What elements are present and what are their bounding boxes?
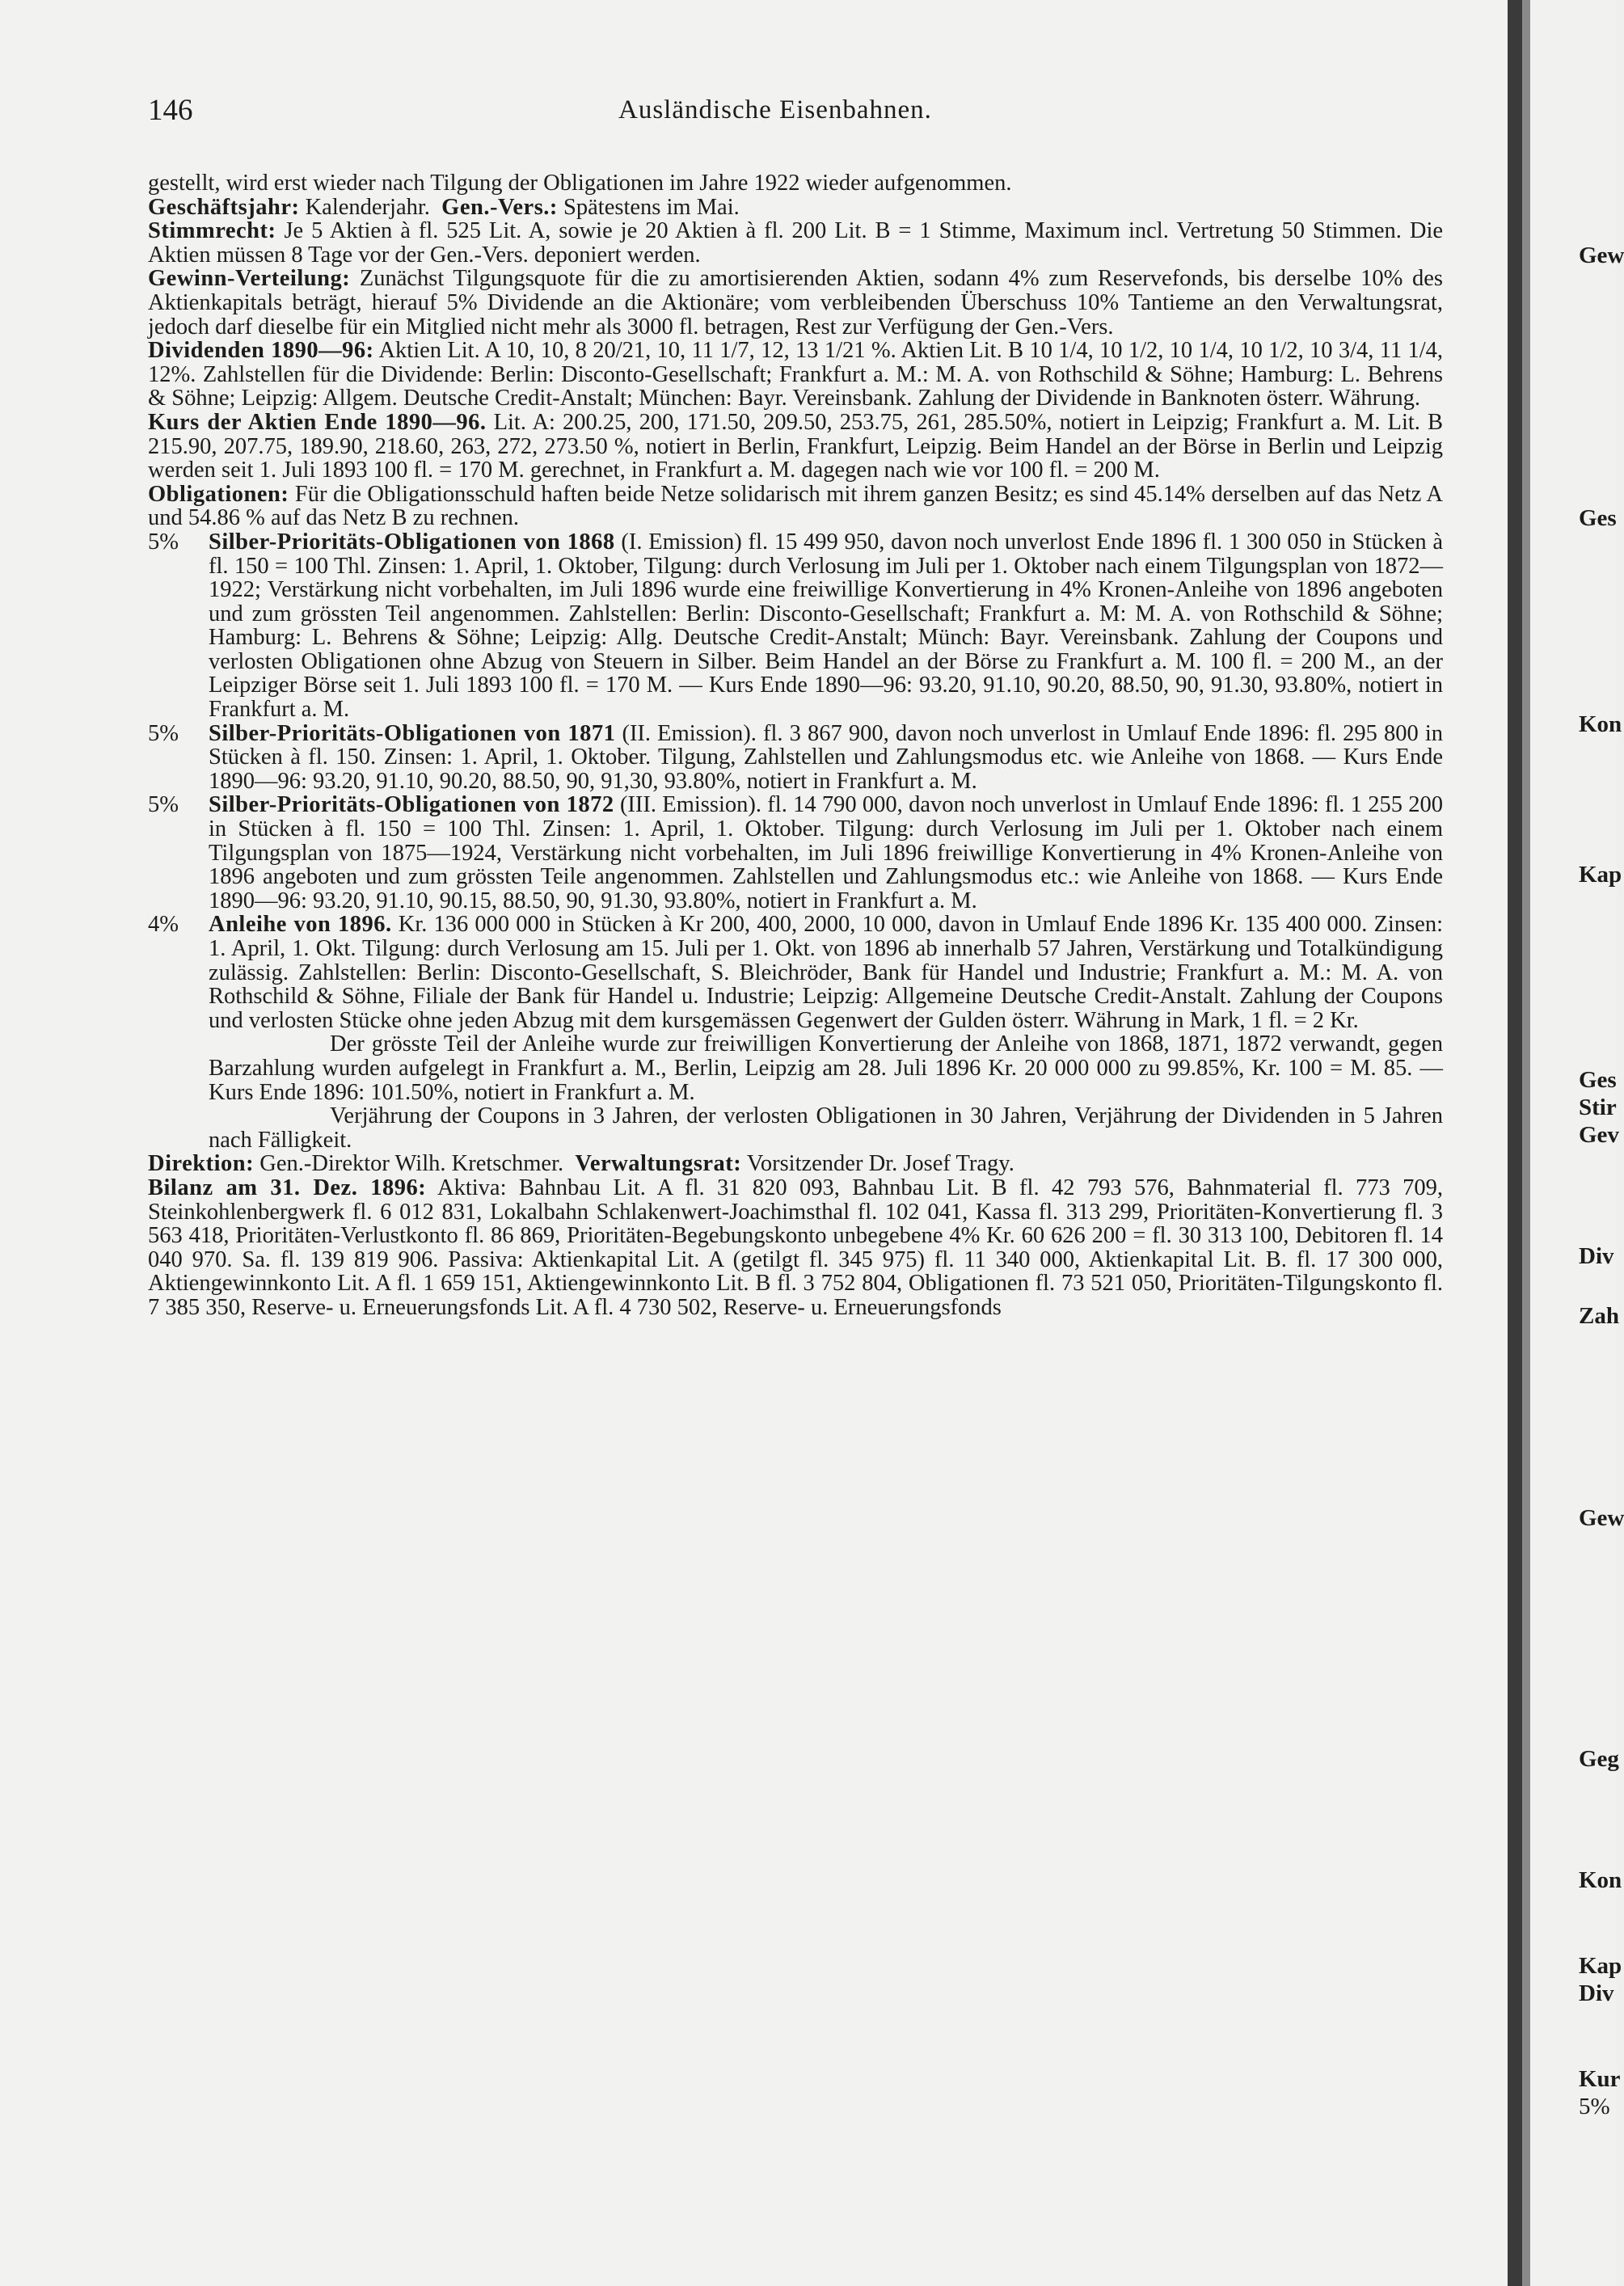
entry-text: Aktiva: Bahnbau Lit. A fl. 31 820 093, Bahnbau Lit. B fl. 42 793 576, Bahnmaterial fl. 773 709, Steinkohlenbergwerk fl. 6 012 831, Lokalbahn Schlakenwert-Joachimsthal fl. 102 041, Kassa fl. 313 299, Prioritäten-Konvertierung fl. 3 563 418, Prioritäten-Verlustkonto fl. 86 869, Prioritäten-Begebungskonto unbegebene 4% Kr. 60 626 200 = fl. 30 313 100, Debitoren fl. 14 040 970. Sa. fl. 139 819 906. Passiva: Aktienkapital Lit. A (getilgt fl. 345 975) fl. 11 340 000, Aktienkapital Lit. B. fl. 17 300 000, Aktiengewinnkonto Lit. A fl. 1 659 151, Aktiengewinnkonto Lit. B fl. 3 752 804, Obligationen fl. 73 521 050, Prioritäten-Tilgungskonto fl. 7 385 350, Reserve- u. Erneuerungsfonds Lit. A fl. 4 730 502, Reserve- u. Erneuerungsfonds (148, 1175, 1443, 1320)
entry-bilanz (148, 1176, 1443, 1320)
right-margin-fragment: Div (1579, 1243, 1614, 1269)
bond-text: (III. Emission). fl. 14 790 000, davon noch unverlost in Umlauf Ende 1896: fl. 1 255 200 in Stücken à fl. 150 = 100 Thl. Zinsen: 1. April, 1. Oktober. Tilgung: durch Verlosung im Juli per 1. Oktober nach einem Tilgungsplan von 1875—1924, Verstärkung nicht vorbehalten, im Juli 1896 freiwillige Konvertierung in 4% Kronen-Anleihe von 1896 angeboten und zum grössten Teile angenommen. Zahlstellen und Zahlungsmodus etc.: wie Anleihe von 1868. — Kurs Ende 1890—96: 93.20, 91.10, 90.15, 88.50, 90, 91.30, 93.80%, notiert in Frankfurt a. M. (209, 792, 1443, 913)
entry-text: Kalenderjahr. (305, 194, 430, 220)
bond-rate: 5% (148, 529, 179, 555)
page-number: 146 (148, 94, 193, 127)
entry-text: gestellt, wird erst wieder nach Tilgung der Obligationen im Jahre 1922 wieder aufgenommen. (148, 171, 1012, 196)
bond-label: Anleihe von 1896. (209, 912, 392, 938)
right-margin-fragment: Kon (1579, 711, 1622, 737)
right-margin-fragment: Gew (1579, 1505, 1624, 1531)
right-margin-fragment: Kap (1579, 1953, 1622, 1979)
bond-text: (I. Emission) fl. 15 499 950, davon noch unverlost Ende 1896 fl. 1 300 050 in Stücken à fl. 150 = 100 Thl. Zinsen: 1. April, 1. Oktober, Tilgung: durch Verlosung im Juli per 1. Oktober nach einem Tilgungsplan von 1872—1922; Verstärkung nicht vorbehalten, im Juli 1896 wurde eine freiwillige Konvertierung in 4% Kronen-Anleihe von 1896 angeboten und zum grössten Teil angenommen. Zahlstellen: Berlin: Disconto-Gesellschaft; Frankfurt a. M: M. A. von Rothschild & Söhne; Hamburg: L. Behrens & Söhne; Leipzig: Allg. Deutsche Credit-Anstalt; Münch: Bayr. Vereinsbank. Zahlung der Coupons und verlosten Obligationen ohne Abzug von Steuern in Silber. Beim Handel an der Börse zu Frankfurt a. M. 100 fl. = 200 M., an der Leipziger Börse seit 1. Juli 1893 100 fl. = 170 M. — Kurs Ende 1890—96: 93.20, 91.10, 90.20, 88.50, 90, 91.30, 93.80%, notiert in Frankfurt a. M. (209, 529, 1444, 723)
paragraph: Der grösste Teil der Anleihe wurde zur freiwilligen Konvertierung der Anleihe von 1868, 1871, 1872 verwandt, gegen Barzahlung wurden aufgelegt in Frankfurt a. M., Berlin, Leipzig am 28. Juli 1896 Kr. 20 000 000 zu 99.85%, Kr. 100 = M. 85. — Kurs Ende 1896: 101.50%, notiert in Frankfurt a. M. (209, 1031, 1443, 1105)
entry-text: Für die Obligationsschuld haften beide Netze solidarisch mit ihrem ganzen Besitz; es sind 45.14% derselben auf das Netz A und 54.86 % auf das Netz B zu rechnen. (148, 481, 1444, 531)
right-margin-fragment: Gev (1579, 1122, 1619, 1148)
right-margin-fragment: Ges (1579, 1067, 1617, 1093)
entry-label: Bilanz am 31. Dez. 1896: (148, 1175, 427, 1200)
bond-label: Silber-Prioritäts-Obligationen von 1868 (209, 529, 615, 555)
paragraph: Verjährung der Coupons in 3 Jahren, der verlosten Obligationen in 30 Jahren, Verjährung der Dividenden in 5 Jahren nach Fälligkeit. (209, 1103, 1443, 1153)
entry-text: Zunächst Tilgungsquote für die zu amortisierenden Aktien, sodann 4% zum Reservefonds, bis derselbe 10% des Aktienkapitals beträgt, hierauf 5% Dividende an die Aktionäre; vom verbleibenden Überschuss 10% Tantieme an den Verwaltungsrat, jedoch darf dieselbe für ein Mitglied nicht mehr als 3000 fl. betragen, Rest zur Verfügung der Gen.-Vers. (148, 266, 1443, 340)
right-margin-fragment: Geg (1579, 1746, 1619, 1772)
bond-rate: 4% (148, 912, 179, 938)
entry-label-secondary: Verwaltungsrat: (575, 1151, 742, 1177)
entry-geschaeftsjahr (148, 196, 1443, 220)
entry-label: Dividenden 1890—96: (148, 338, 374, 364)
entry-label: Direktion: (148, 1151, 255, 1177)
entry-label-secondary: Gen.-Vers.: (441, 194, 558, 220)
bond-entry (148, 913, 1443, 1032)
bond-entry (148, 722, 1443, 794)
right-margin-fragment: Kap (1579, 862, 1622, 888)
right-margin-fragment: Gew (1579, 243, 1624, 268)
right-margin-fragment: Kon (1579, 1867, 1622, 1893)
entry-label: Gewinn-Verteilung: (148, 266, 351, 292)
book-gutter-shadow (1508, 0, 1522, 2286)
entry-text: Gen.-Direktor Wilh. Kretschmer. (259, 1151, 564, 1177)
right-margin-fragment: Ges (1579, 505, 1617, 531)
entry-text-secondary: Vorsitzender Dr. Josef Tragy. (746, 1151, 1014, 1177)
entry-continuation (148, 171, 1443, 196)
entry-text: Lit. A: 200.25, 200, 171.50, 209.50, 253.75, 261, 285.50%, notiert in Leipzig; Frankfurt a. M. Lit. B 215.90, 207.75, 189.90, 218.60, 263, 272, 273.50 %, notiert in Berlin, Frankfurt, Leipzig. Beim Handel an der Börse in Berlin und Leipzig werden seit 1. Juli 1893 100 fl. = 170 M. gerechnet, in Frankfurt a. M. dagegen nach wie vor 100 fl. = 200 M. (148, 409, 1443, 483)
bond-label: Silber-Prioritäts-Obligationen von 1871 (209, 720, 616, 746)
entry-label: Stimmrecht: (148, 218, 276, 244)
bond-entry (148, 530, 1443, 722)
right-margin-fragment: 5% (1579, 2094, 1610, 2119)
bond-rate: 5% (148, 720, 179, 746)
bond-entry (148, 793, 1443, 913)
bond-text: Kr. 136 000 000 in Stücken à Kr 200, 400, 2000, 10 000, davon in Umlauf Ende 1896 Kr. 135 400 000. Zinsen: 1. April, 1. Okt. Tilgung: durch Verlosung am 15. Juli per 1. Okt. von 1896 ab innerhalb 57 Jahren, Verstärkung und Totalkündigung zulässig. Zahlstellen: Berlin: Disconto-Gesellschaft, S. Bleichröder, Bank für Handel und Industrie; Frankfurt a. M.: M. A. von Rothschild & Söhne, Filiale der Bank für Handel u. Industrie; Leipzig: Allgemeine Deutsche Credit-Anstalt. Zahlung der Coupons und verlosten Stücke ohne jeden Abzug mit dem kursgemässen Gegenwert der Gulden österr. Währung in Mark, 1 fl. = 2 Kr. (209, 912, 1443, 1033)
bond-text: (II. Emission). fl. 3 867 900, davon noch unverlost in Umlauf Ende 1896: fl. 295 800 in Stücken à fl. 150. Zinsen: 1. April, 1. Oktober. Tilgung, Zahlstellen und Zahlungsmodus etc. wie Anleihe von 1868. — Kurs Ende 1890—96: 93.20, 91.10, 90.20, 88.50, 90, 91,30, 93.80%, notiert in Frankfurt a. M. (209, 720, 1444, 794)
entry-direktion (148, 1152, 1443, 1176)
book-gutter-edge (1522, 0, 1530, 2286)
right-margin-fragment: Div (1579, 1980, 1614, 2006)
entry-text-secondary: Spätestens im Mai. (563, 194, 740, 220)
entry-dividenden (148, 339, 1443, 411)
bond-label: Silber-Prioritäts-Obligationen von 1872 (209, 792, 614, 818)
right-margin-fragment: Zah (1579, 1303, 1619, 1329)
right-margin-fragment: Stir (1579, 1094, 1617, 1120)
entry-stimmrecht (148, 219, 1443, 267)
entry-text: Je 5 Aktien à fl. 525 Lit. A, sowie je 20 Aktien à fl. 200 Lit. B = 1 Stimme, Maximum incl. Vertretung 50 Stimmen. Die Aktien müssen 8 Tage vor der Gen.-Vers. deponiert werden. (148, 218, 1444, 268)
entry-gewinn-verteilung (148, 267, 1443, 339)
entry-text: Aktien Lit. A 10, 10, 8 20/21, 10, 11 1/7, 12, 13 1/21 %. Aktien Lit. B 10 1/4, 10 1/2, 10 1/4, 10 1/2, 10 3/4, 11 1/4, 12%. Zahlstellen für die Dividende: Berlin: Disconto-Gesellschaft; Frankfurt a. M.: M. A. von Rothschild & Söhne; Hamburg: L. Behrens & Söhne; Leipzig: Allgem. Deutsche Credit-Anstalt; München: Bayr. Vereinsbank. Zahlung der Dividende in Banknoten österr. Währung. (148, 338, 1443, 411)
entry-label: Kurs der Aktien Ende 1890—96. (148, 409, 487, 435)
right-margin-fragment: Kur (1579, 2066, 1621, 2092)
page-body (148, 171, 1443, 1320)
entry-label: Geschäftsjahr: (148, 194, 300, 220)
entry-kurs-aktien (148, 411, 1443, 483)
entry-label: Obligationen: (148, 481, 289, 507)
bond-rate: 5% (148, 792, 179, 818)
running-header-title: Ausländische Eisenbahnen. (618, 95, 932, 124)
entry-obligationen (148, 483, 1443, 530)
